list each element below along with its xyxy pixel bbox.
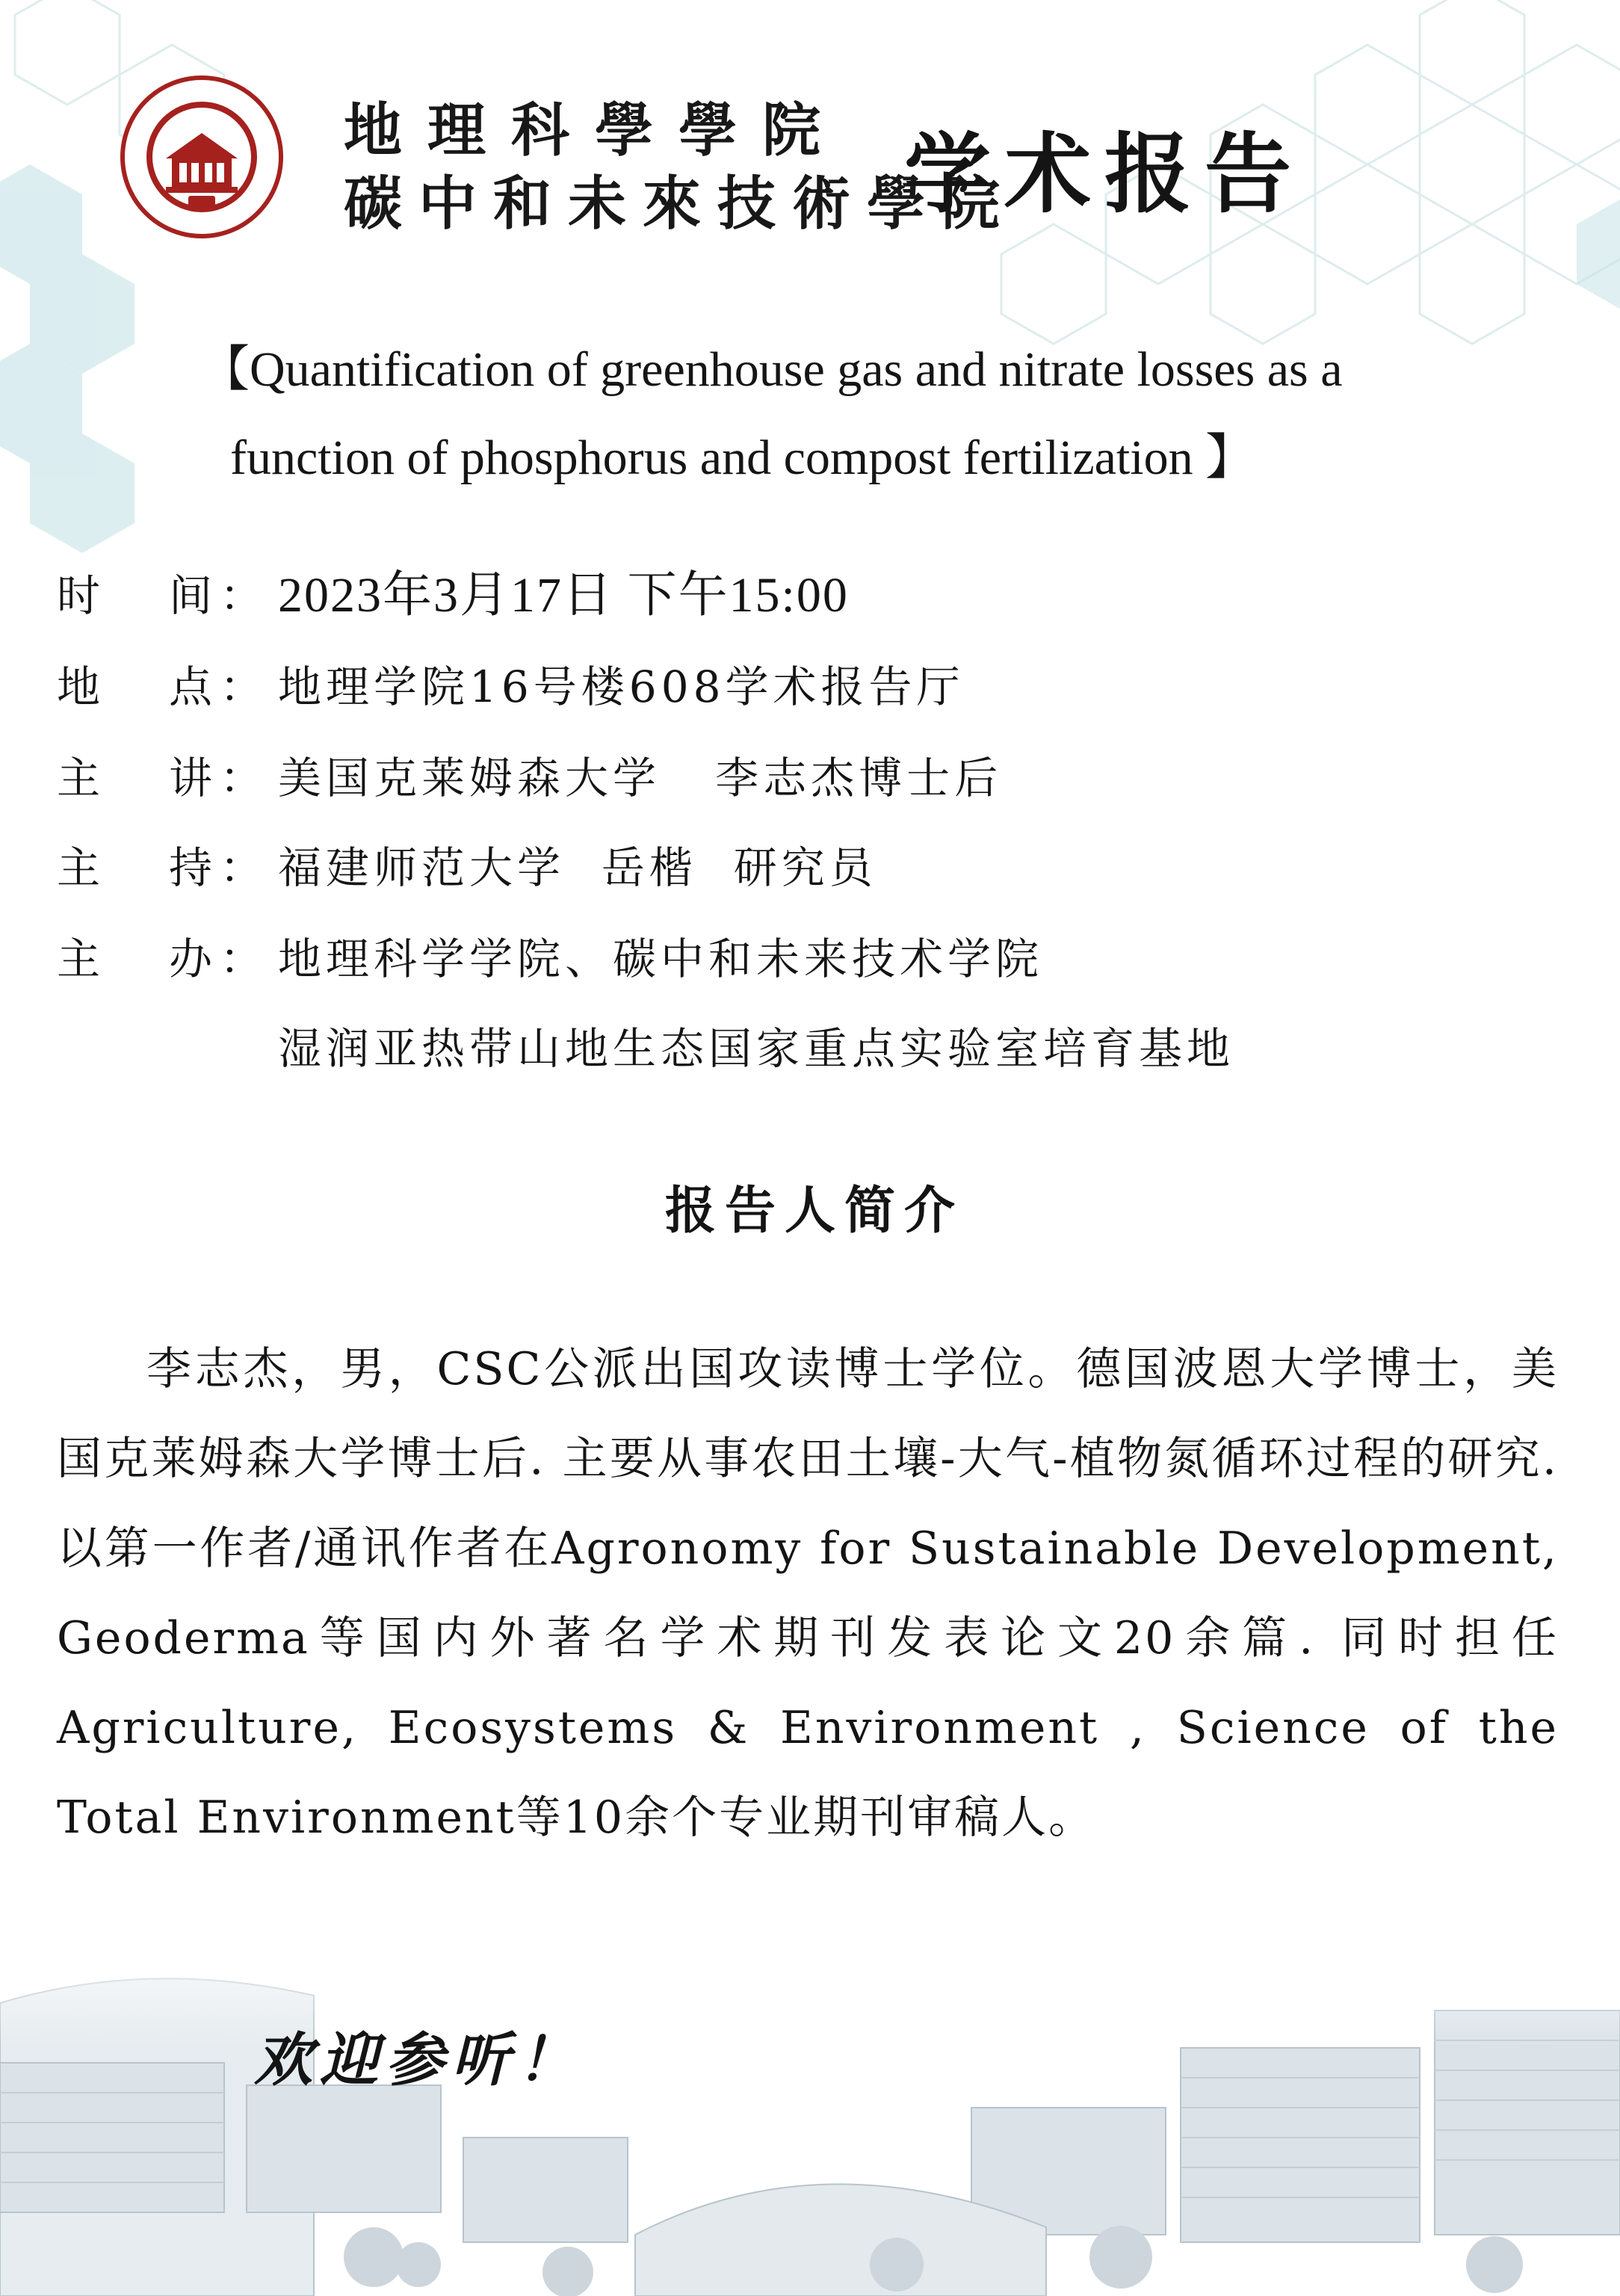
speaker-key-char-2: 讲 [169, 753, 213, 803]
academic-report-label: 学术报告 [904, 123, 1305, 225]
organizer-key-char-2: 办 [169, 933, 213, 984]
host-value: 福建师范大学 岳楷 研究员 [278, 842, 877, 893]
host-key-colon: ： [220, 842, 264, 893]
organizer-key-colon: ： [220, 933, 264, 984]
campus-sketch-background [0, 1913, 1620, 2296]
school-name-line-2: 碳中和未來技術學院 [344, 170, 1017, 238]
host-key-char-1: 主 [57, 842, 101, 893]
place-key-char-2: 点 [169, 661, 213, 712]
time-key-char-1: 时 [57, 570, 101, 621]
welcome-text: 欢迎参听！ [254, 2026, 584, 2094]
speaker-intro-heading: 报告人简介 [665, 1181, 965, 1241]
speaker-value: 美国克莱姆森大学 李志杰博士后 [278, 753, 1003, 803]
speaker-bio-paragraph: 李志杰，男，CSC公派出国攻读博士学位。德国波恩大学博士，美国克莱姆森大学博士后. 主要从事农田土壤-大气-植物氮循环过程的研究. 以第一作者/通讯作者在Agronomy for Sustainable Development, Geoderma等国内外著名学术期刊发表论文20余篇. 同时担任Agriculture, Ecosystems & Environment , Science of the Total Environment等10余个专业期刊审稿人。 [57, 1343, 1559, 1844]
place-key-colon: ： [220, 661, 264, 712]
school-name-line-1: 地理科學學院 [344, 96, 847, 164]
time-key-char-2: 间 [169, 570, 213, 621]
speaker-key-colon: ： [220, 753, 264, 803]
lecture-title-line-1: 【Quantification of greenhouse gas and nitrate losses as a [200, 342, 1343, 397]
place-value: 地理学院16号楼608学术报告厅 [278, 661, 965, 712]
university-seal-icon [120, 75, 284, 239]
lecture-title-line-2: function of phosphorus and compost fertilization 】 [230, 430, 1255, 485]
time-key-colon: ： [220, 570, 264, 621]
place-key-char-1: 地 [57, 661, 101, 712]
speaker-key-char-1: 主 [57, 753, 101, 803]
host-key-char-2: 持 [169, 842, 213, 893]
time-value: 2023年3月17日 下午15:00 [278, 568, 849, 623]
organizer-key-char-1: 主 [57, 933, 101, 984]
organizer-value-2: 湿润亚热带山地生态国家重点实验室培育基地 [278, 1023, 1235, 1074]
organizer-value: 地理科学学院、碳中和未来技术学院 [278, 933, 1044, 984]
